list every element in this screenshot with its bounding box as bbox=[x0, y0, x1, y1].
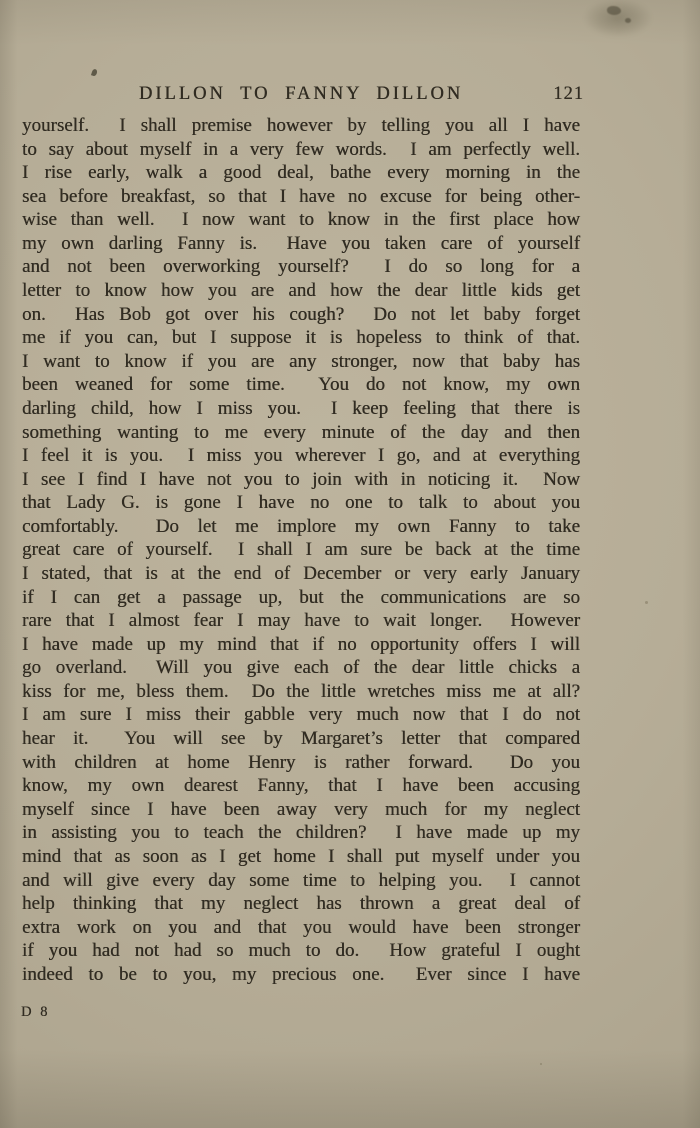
text-line: yourself. I shall premise however by telling you all I have bbox=[22, 115, 580, 136]
text-line: myself since I have been away very much for my neglect bbox=[22, 798, 580, 820]
printers-signature: D 8 bbox=[21, 1004, 50, 1020]
text-line: in assisting you to teach the children? I have made up my bbox=[22, 822, 580, 844]
paper-freckle bbox=[540, 1063, 542, 1065]
text-line: great care of yourself. I shall I am sure be back at the time bbox=[22, 539, 580, 561]
text-line: with children at home Henry is rather forward. Do you bbox=[22, 751, 580, 773]
text-line: I rise early, walk a good deal, bathe every morning in the bbox=[22, 162, 580, 184]
text-line: wise than well. I now want to know in the first place how bbox=[22, 209, 580, 231]
text-line: and not been overworking yourself? I do so long for a bbox=[22, 256, 580, 278]
text-line: something wanting to me every minute of the day and then bbox=[22, 421, 580, 443]
text-line: extra work on you and that you would have been stronger bbox=[22, 916, 580, 938]
text-line: letter to know how you are and how the dear little kids get bbox=[22, 280, 580, 302]
text-line: mind that as soon as I get home I shall put myself under you bbox=[22, 845, 580, 867]
text-line: darling child, how I miss you. I keep feeling that there is bbox=[22, 397, 580, 419]
ink-speck bbox=[91, 68, 97, 76]
text-line: indeed to be to you, my precious one. Ever since I have bbox=[22, 963, 580, 985]
text-line: know, my own dearest Fanny, that I have been accusing bbox=[22, 775, 580, 797]
running-head-title: DILLON TO FANNY DILLON bbox=[138, 84, 464, 104]
text-line: my own darling Fanny is. Have you taken care of yourself bbox=[22, 232, 580, 254]
text-line: I stated, that is at the end of December or very early January bbox=[22, 562, 580, 584]
paper-smudge-speck bbox=[625, 18, 631, 23]
page-number: 121 bbox=[553, 84, 584, 104]
text-line: help thinking that my neglect has thrown a great deal of bbox=[22, 893, 580, 915]
text-line: I feel it is you. I miss you wherever I go, and at everything bbox=[22, 445, 580, 467]
text-line: me if you can, but I suppose it is hopeless to think of that. bbox=[22, 327, 580, 349]
text-line: I see I find I have not you to join with in noticing it. Now bbox=[22, 468, 580, 490]
text-line: hear it. You will see by Margaret’s letter that compared bbox=[22, 728, 580, 750]
text-line: been weaned for some time. You do not know, my own bbox=[22, 374, 580, 396]
text-line: if you had not had so much to do. How grateful I ought bbox=[22, 940, 580, 962]
text-line: and will give every day some time to helping you. I cannot bbox=[22, 869, 580, 891]
paper-freckle bbox=[645, 601, 648, 604]
text-line: to say about myself in a very few words. I am perfectly well. bbox=[22, 138, 580, 160]
text-line: I have made up my mind that if no opportunity offers I will bbox=[22, 633, 580, 655]
text-line: sea before breakfast, so that I have no excuse for being other- bbox=[22, 185, 580, 207]
paper-smudge-speck bbox=[607, 6, 621, 15]
text-line: comfortably. Do let me implore my own Fanny to take bbox=[22, 515, 580, 537]
text-line: go overland. Will you give each of the dear little chicks a bbox=[22, 657, 580, 679]
text-line: that Lady G. is gone I have no one to talk to about you bbox=[22, 492, 580, 514]
body-text bbox=[22, 114, 580, 986]
text-line: I am sure I miss their gabble very much now that I do not bbox=[22, 704, 580, 726]
text-line: kiss for me, bless them. Do the little wretches miss me at all? bbox=[22, 680, 580, 702]
text-line: rare that I almost fear I may have to wait longer. However bbox=[22, 610, 580, 632]
text-line: I want to know if you are any stronger, now that baby has bbox=[22, 350, 580, 372]
text-line: on. Has Bob got over his cough? Do not let baby forget bbox=[22, 303, 580, 325]
running-head bbox=[22, 84, 584, 108]
text-line: if I can get a passage up, but the communications are so bbox=[22, 586, 580, 608]
